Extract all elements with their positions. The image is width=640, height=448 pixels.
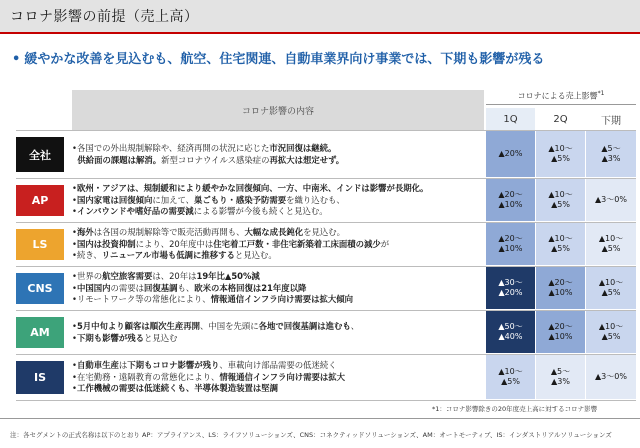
impact-cell-all-h2: ▲5～ ▲3% — [586, 131, 636, 177]
impact-cell-am-1q: ▲50～ ▲40% — [486, 311, 535, 353]
quarter-header-h2: 下期 — [601, 115, 621, 127]
content-text: リモートワーク等の常態化により、 — [76, 294, 211, 305]
content-text: 、 — [350, 321, 360, 332]
segment-label-ap: AP — [16, 185, 64, 216]
segment-label-is: IS — [16, 361, 64, 394]
footer-divider — [0, 418, 640, 419]
impact-cell-is-h2: ▲3～0% — [586, 355, 636, 399]
segment-content-cns — [72, 271, 484, 305]
bullet: • — [72, 321, 77, 332]
content-line — [72, 321, 484, 332]
bullet: • — [72, 294, 77, 305]
content-text: も、 — [177, 282, 195, 293]
content-line — [72, 155, 484, 166]
bullet: • — [72, 282, 77, 293]
content-line — [72, 143, 484, 154]
impact-cell-cns-2q: ▲20～ ▲10% — [536, 267, 585, 309]
emphasis-text: 巣ごもり・感染予防需要 — [194, 194, 287, 205]
impact-cell-cns-h2: ▲10～ ▲5% — [586, 267, 636, 309]
bullet: • — [72, 332, 77, 343]
impact-cell-am-2q: ▲20～ ▲10% — [536, 311, 585, 353]
emphasis-text: 住宅着工戸数・非住宅新築着工床面積の減少 — [213, 238, 381, 249]
bullet: • — [72, 194, 77, 205]
content-line — [72, 206, 484, 217]
bullet: • — [72, 183, 77, 194]
impact-header-label: コロナによる売上影響 — [517, 91, 598, 101]
emphasis-text: 大幅な成長鈍化 — [244, 227, 304, 238]
content-text: により、20年度中は — [135, 238, 214, 249]
bullet: • — [72, 143, 77, 154]
content-column-header: コロナ影響の内容 — [72, 90, 484, 130]
emphasis-text: リニューアル市場も低調に推移する — [101, 250, 235, 261]
content-line — [72, 271, 484, 282]
content-text: 、車載向け部品需要の低迷続く — [219, 360, 337, 371]
emphasis-text: 下期もコロナ影響が残り — [127, 360, 220, 371]
impact-cell-is-2q: ▲5～ ▲3% — [536, 355, 585, 399]
impact-column-group-header — [486, 90, 636, 104]
content-line — [72, 333, 484, 344]
content-line — [72, 372, 484, 383]
emphasis-text: 市況回復は継続。 — [269, 143, 337, 154]
content-text: の需要は — [110, 282, 144, 293]
emphasis-text: 情報通信インフラ向け需要は拡大 — [219, 371, 345, 382]
impact-cell-ls-2q: ▲10～ ▲5% — [536, 223, 585, 265]
segment-label-cns: CNS — [16, 273, 64, 304]
impact-cell-all-1q: ▲20% — [486, 131, 535, 177]
impact-cell-is-1q: ▲10～ ▲5% — [486, 355, 535, 399]
impact-cell-am-h2: ▲10～ ▲5% — [586, 311, 636, 353]
content-text: に加えて、 — [152, 194, 195, 205]
content-line — [72, 360, 484, 371]
segment-content-all — [72, 143, 484, 166]
emphasis-text: 海外 — [76, 227, 94, 238]
impact-cell-ap-2q: ▲10～ ▲5% — [536, 179, 585, 221]
impact-cell-all-2q: ▲10～ ▲5% — [536, 131, 585, 177]
bullet: • — [72, 371, 77, 382]
impact-cell-ls-1q: ▲20～ ▲10% — [486, 223, 535, 265]
content-text: を見込む。 — [303, 227, 345, 238]
impact-header-note: *1 — [597, 90, 605, 97]
segment-content-am — [72, 321, 484, 344]
emphasis-text: 中国国内 — [76, 282, 111, 293]
emphasis-text: インバウンドや嗜好品の需要減 — [76, 206, 194, 217]
bullet: • — [72, 238, 77, 249]
content-text: 新型コロナウイルス感染症の — [161, 154, 270, 165]
emphasis-text: 19年比▲50%減 — [196, 271, 260, 282]
content-text: 各国での外出規制解除や、経済再開の状況に応じた — [76, 143, 270, 154]
emphasis-text: 回復基調 — [143, 282, 178, 293]
quarter-header-1q: 1Q — [486, 108, 535, 130]
emphasis-text: 再拡大は想定せず。 — [269, 154, 345, 165]
segment-content-is — [72, 360, 484, 394]
segment-label-am: AM — [16, 317, 64, 348]
bullet: • — [72, 227, 77, 238]
content-line — [72, 283, 484, 294]
quarter-header-2q: 2Q — [553, 113, 568, 125]
content-text: 続き、 — [76, 250, 102, 261]
content-text: が — [380, 238, 390, 249]
bullet: • — [72, 206, 77, 217]
segment-name-footnote: 注：各セグメントの正式名称は以下のとおり AP：アプライアンス、LS：ライフソリューションズ、CNS：コネクティッドソリューションズ、AM：オートモーティブ、IS：インダストリアルソリューションズ — [10, 431, 612, 439]
segment-label-all: 全社 — [16, 137, 64, 172]
emphasis-text: 各地で回復基調は進むも — [258, 321, 351, 332]
impact-header-divider — [486, 104, 636, 105]
segment-label-ls: LS — [16, 229, 64, 260]
emphasis-text: 5月中旬より顧客は順次生産再開 — [76, 321, 201, 332]
bullet: • — [72, 360, 77, 371]
content-text: は — [118, 360, 128, 371]
emphasis-text: 国内は投資抑制 — [76, 238, 136, 249]
headline-bullet: • — [12, 52, 21, 67]
content-line — [72, 195, 484, 206]
title-divider — [0, 32, 640, 34]
emphasis-text: 国内家電は回復傾向 — [76, 194, 153, 205]
emphasis-text: 下期も影響が残る — [76, 332, 144, 343]
impact-cell-ap-1q: ▲20～ ▲10% — [486, 179, 535, 221]
segment-content-ls — [72, 227, 484, 261]
content-text: 在宅勤務・遠隔教育の常態化により、 — [76, 371, 220, 382]
table-bottom-line — [16, 400, 636, 401]
content-line — [72, 183, 484, 194]
content-line — [72, 294, 484, 305]
impact-cell-cns-1q: ▲30～ ▲20% — [486, 267, 535, 309]
emphasis-text: 供給面の課題は解消。 — [77, 154, 162, 165]
content-text: と見込む。 — [234, 250, 277, 261]
headline-text: 緩やかな改善を見込むも、航空、住宅関連、自動車業界向け事業では、下期も影響が残る — [24, 52, 545, 67]
content-line — [72, 227, 484, 238]
emphasis-text: 欧州・アジアは、規制緩和により緩やかな回復傾向、一方、中南米、インドは影響が長期化。 — [76, 183, 429, 194]
content-line — [72, 383, 484, 394]
emphasis-text: 航空旅客需要 — [102, 271, 153, 282]
bullet: • — [72, 383, 77, 394]
content-text: を織り込むも、 — [286, 194, 345, 205]
content-text: による影響が今後も続くと見込む。 — [193, 206, 328, 217]
impact-cell-ls-h2: ▲10～ ▲5% — [586, 223, 636, 265]
content-line — [72, 250, 484, 261]
page-title: コロナ影響の前提（売上高） — [10, 9, 199, 25]
emphasis-text: 情報通信インフラ向け需要は拡大傾向 — [210, 294, 353, 305]
content-text: と見込む — [143, 332, 178, 343]
impact-footnote: *1：コロナ影響除きの20年度売上高に対するコロナ影響 — [432, 405, 598, 413]
emphasis-text: 自動車生産 — [76, 360, 119, 371]
title-bar — [0, 0, 640, 32]
headline — [12, 48, 632, 67]
emphasis-text: 工作機械の需要は低迷続くも、半導体製造装置は堅調 — [76, 383, 278, 394]
content-text: は、20年は — [152, 271, 197, 282]
impact-cell-ap-h2: ▲3～0% — [586, 179, 636, 221]
bullet: • — [72, 271, 77, 282]
segment-content-ap — [72, 183, 484, 217]
content-text: 世界の — [76, 271, 103, 282]
content-text: は各国の規制解除等で販売活動再開も、 — [93, 227, 245, 238]
emphasis-text: 欧米の本格回復は21年度以降 — [194, 282, 307, 293]
content-text: 、中国を先頭に — [200, 321, 259, 332]
content-line — [72, 239, 484, 250]
bullet: • — [72, 250, 77, 261]
